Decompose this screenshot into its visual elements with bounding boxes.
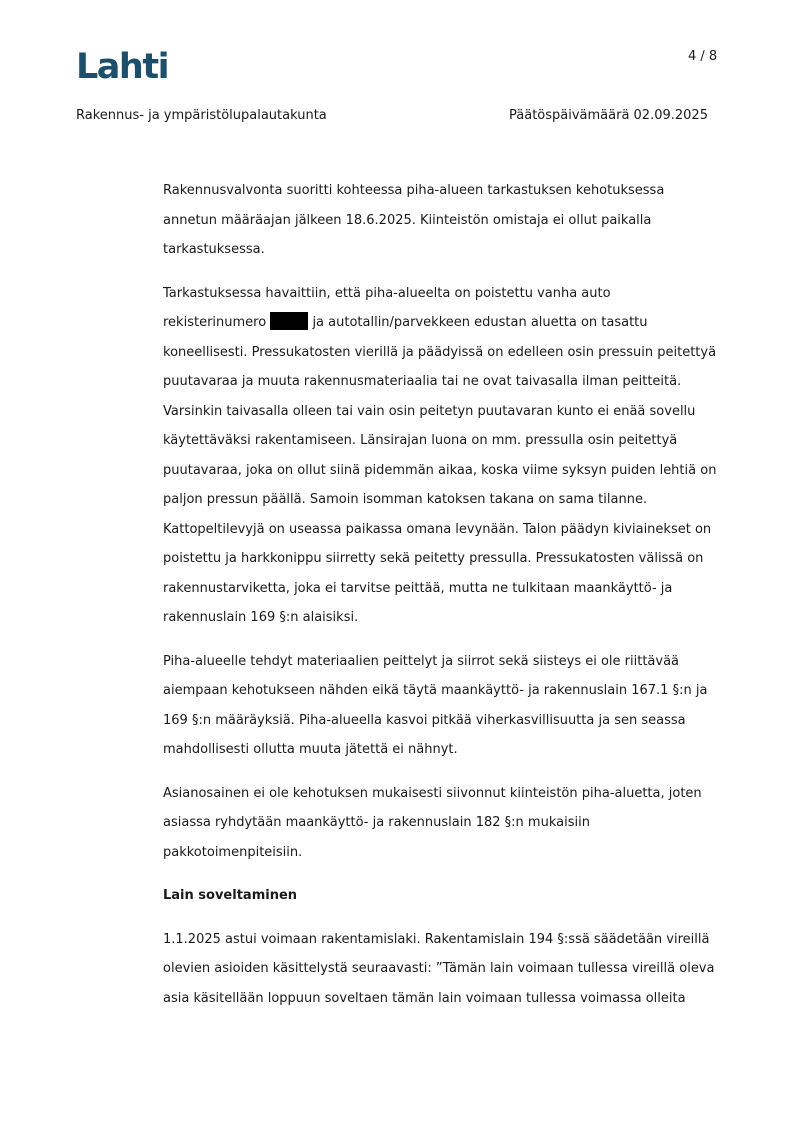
committee-name: Rakennus- ja ympäristölupalautakunta xyxy=(76,108,327,123)
text-segment: rekisterinumero xyxy=(163,315,271,330)
text-line: puutavaraa ja muuta rakennusmateriaalia tai ne ovat taivasalla ilman peitteitä. xyxy=(163,374,682,389)
logo-text: Lahti xyxy=(76,48,168,82)
paragraph-findings xyxy=(163,279,723,633)
decision-date: Päätöspäivämäärä 02.09.2025 xyxy=(509,108,708,123)
paragraph-inspection xyxy=(163,176,723,265)
text-line: annetun määräajan jälkeen 18.6.2025. Kiinteistön omistaja ei ollut paikalla xyxy=(163,212,652,228)
text-line: Piha-alueelle tehdyt materiaalien peittelyt ja siirrot sekä siisteys ei ole riittävää xyxy=(163,653,680,669)
text-segment: ja autotallin/parvekkeen edustan aluetta on tasattu xyxy=(308,315,648,330)
section-heading: Lain soveltaminen xyxy=(163,888,298,903)
text-line: rakennustarviketta, joka ei tarvitse peittää, mutta ne tulkitaan maankäyttö- ja xyxy=(163,580,673,596)
text-line: tarkastuksessa. xyxy=(163,242,265,257)
text-line: käytettäväksi rakentamiseen. Länsirajan luona on mm. pressulla osin peitettyä xyxy=(163,433,678,448)
lahti-logo xyxy=(76,48,168,82)
text-line: mahdollisesti ollutta muuta jätettä ei nähnyt. xyxy=(163,742,458,757)
text-line: Rakennusvalvonta suoritti kohteessa piha-alueen tarkastuksen kehotuksessa xyxy=(163,183,665,198)
text-line: 1.1.2025 astui voimaan rakentamislaki. Rakentamislain 194 §:ssä säädetään vireillä xyxy=(163,931,710,947)
document-body xyxy=(163,176,723,1027)
text-line: koneellisesti. Pressukatosten vierillä ja päädyissä on edelleen osin pressuin peitettyä xyxy=(163,344,717,360)
text-line: 169 §:n määräyksiä. Piha-alueella kasvoi pitkää viherkasvillisuutta ja sen seassa xyxy=(163,712,686,728)
text-line-with-redaction xyxy=(163,308,723,338)
paragraph-law-application xyxy=(163,925,723,1014)
text-line: Tarkastuksessa havaittiin, että piha-alueelta on poistettu vanha auto xyxy=(163,285,611,301)
text-line: Asianosainen ei ole kehotuksen mukaisesti siivonnut kiinteistön piha-aluetta, joten xyxy=(163,785,702,801)
text-line: puutavaraa, joka on ollut siinä pidemmän aikaa, koska viime syksyn puiden lehtiä on xyxy=(163,462,717,478)
text-line: paljon pressun päällä. Samoin isomman katoksen takana on sama tilanne. xyxy=(163,492,648,507)
text-line: rakennuslain 169 §:n alaisiksi. xyxy=(163,610,359,625)
text-line: aiempaan kehotukseen nähden eikä täytä maankäyttö- ja rakennuslain 167.1 §:n ja xyxy=(163,683,708,698)
text-line: olevien asioiden käsittelystä seuraavasti: ”Tämän lain voimaan tullessa vireillä oleva xyxy=(163,961,715,976)
page-number: 4 / 8 xyxy=(688,49,718,64)
text-line: asia käsitellään loppuun soveltaen tämän lain voimaan tullessa voimassa olleita xyxy=(163,990,686,1006)
redaction-box xyxy=(270,312,308,330)
text-line: pakkotoimenpiteisiin. xyxy=(163,844,303,860)
paragraph-conclusion xyxy=(163,779,723,868)
text-line: poistettu ja harkkonippu siirretty sekä peitetty pressulla. Pressukatosten välissä on xyxy=(163,551,704,566)
paragraph-assessment xyxy=(163,647,723,765)
text-line: asiassa ryhdytään maankäyttö- ja rakennuslain 182 §:n mukaisiin xyxy=(163,815,590,830)
text-line: Kattopeltilevyjä on useassa paikassa omana levynään. Talon päädyn kiviainekset on xyxy=(163,521,712,537)
text-line: Varsinkin taivasalla olleen tai vain osin peitetyn puutavaran kunto ei enää sovellu xyxy=(163,403,696,419)
